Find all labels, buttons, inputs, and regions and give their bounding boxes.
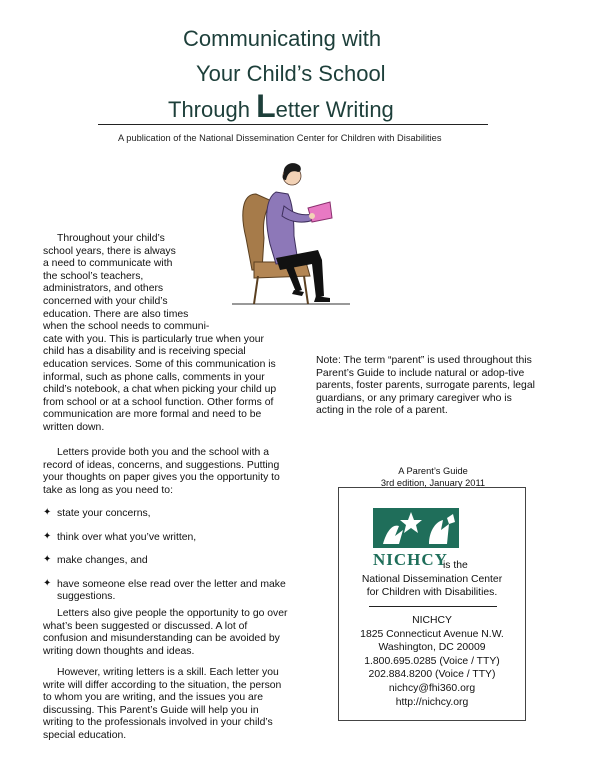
intro-paragraph <box>43 233 293 435</box>
intro-line: education services. Some of this communication is <box>43 358 276 370</box>
publication-line: A publication of the National Dissemination Center for Children with Disabilities <box>118 133 442 143</box>
shoe <box>314 296 330 302</box>
paragraph-text: Letters provide both you and the school with a record of ideas, concerns, and suggestions. Putting your thoughts on paper gives you the opportunity to take as long as you need to: <box>43 447 280 496</box>
nichcy-logo-text: NICHCY <box>373 550 448 569</box>
title-line-2: Your Child’s School <box>196 61 386 86</box>
four-point-star-icon: ✦ <box>43 554 52 566</box>
parent-term-note: Note: The term “parent” is used throughout this Parent’s Guide to include natural or adop-tive parents, foster parents, surrogate parents, legal guardians, or any primary caregiver who is acting in the role of a parent. <box>316 355 535 417</box>
intro-line: school years, there is always <box>43 245 176 257</box>
contact-address-2: Washington, DC 20009 <box>378 642 486 654</box>
nichcy-contact <box>339 614 525 709</box>
title-letter-writing: etter Writing <box>275 97 394 122</box>
intro-line: child has a disability and is receiving special <box>43 346 246 358</box>
title-drop-letter: L <box>256 88 276 124</box>
hand <box>309 213 315 219</box>
bullet-list <box>43 508 293 615</box>
intro-line: administrators, and others <box>43 283 164 295</box>
nichcy-info-box <box>338 487 526 721</box>
intro-line: when the school needs to communi- <box>43 321 210 333</box>
contact-email[interactable]: nichcy@fhi360.org <box>388 682 476 694</box>
center-line-2: for Children with Disabilities. <box>366 586 498 598</box>
guide-edition <box>366 466 500 489</box>
bullet-item <box>43 555 293 568</box>
contact-phone-1: 1.800.695.0285 (Voice / TTY) <box>364 655 500 667</box>
title-line-3 <box>168 88 394 125</box>
guide-title: A Parent’s Guide <box>398 466 468 476</box>
box-divider <box>369 606 497 607</box>
shoe <box>292 290 304 296</box>
intro-line: informal, such as phone calls, comments in your <box>43 371 265 383</box>
guide-edition-date: 3rd edition, January 2011 <box>380 477 486 488</box>
is-the-text: is the <box>443 560 468 571</box>
paragraph-letters-provide <box>43 447 291 497</box>
four-point-star-icon: ✦ <box>43 577 52 589</box>
bullet-item <box>43 579 293 604</box>
contact-name: NICHCY <box>412 615 452 626</box>
paragraph-text: Letters also give people the opportunity to go over what’s been suggested or discussed. A lot of confusion and misunderstanding can be avoided by writing down thoughts and ideas. <box>43 608 288 657</box>
title-line-1: Communicating with <box>183 26 382 51</box>
contact-phone-2: 202.884.8200 (Voice / TTY) <box>368 669 496 681</box>
four-point-star-icon: ✦ <box>43 507 52 518</box>
intro-line: a need to communicate with <box>43 258 173 270</box>
bullet-text: make changes, and <box>57 555 148 567</box>
center-name <box>339 574 525 599</box>
paragraph-text: However, writing letters is a skill. Each letter you write will differ according to the situation, the person to whom you are writing, and the issues you are discussing. This Parent’s Guide will help you in writing to the professionals involved in your child’s special education. <box>43 667 282 741</box>
intro-line: cate with you. This is particularly true when your <box>43 333 264 345</box>
contact-address-1: 1825 Connecticut Avenue N.W. <box>360 628 504 640</box>
bullet-text: state your concerns, <box>57 508 151 519</box>
intro-line: the school’s teachers, <box>43 270 144 282</box>
intro-line: from school or at a school function. Other forms of <box>43 396 274 408</box>
book <box>308 202 332 222</box>
paragraph-however <box>43 667 291 743</box>
intro-line: written down. <box>43 421 105 433</box>
contact-website[interactable]: http://nichcy.org <box>395 696 469 708</box>
bullet-text: think over what you’ve written, <box>57 531 197 543</box>
intro-line: concerned with your child’s <box>43 295 168 307</box>
intro-line: education. There are also times <box>43 308 189 320</box>
four-point-star-icon: ✦ <box>43 530 52 542</box>
bullet-item <box>43 532 293 545</box>
intro-line: child’s notebook, a chat when picking your child up <box>43 384 277 396</box>
intro-line: communication are more formal and need to be <box>43 409 262 421</box>
title-rule <box>98 124 488 125</box>
title-through: Through <box>168 97 257 122</box>
chair-leg <box>304 276 308 304</box>
intro-line: Throughout your child’s <box>57 233 165 244</box>
center-line-1: National Dissemination Center <box>361 574 503 585</box>
bullet-item <box>43 508 293 521</box>
paragraph-letters-also <box>43 608 291 658</box>
bullet-text: have someone else read over the letter and make suggestions. <box>57 578 286 603</box>
